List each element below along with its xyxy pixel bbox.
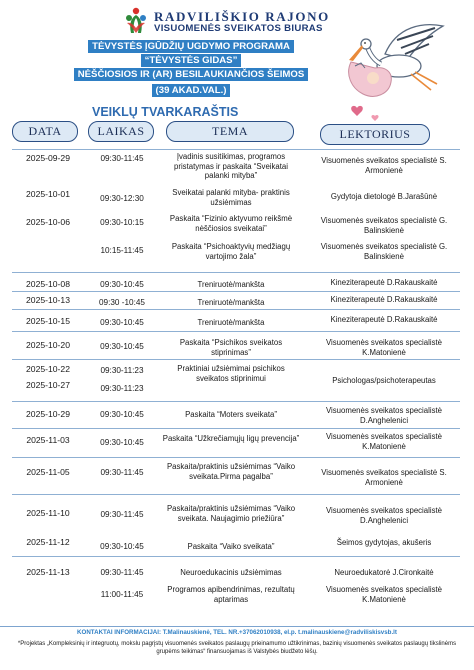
row-date: 2025-10-08: [26, 279, 70, 289]
row-lecturer: Visuomenės sveikatos specialistė S. Armonienė: [321, 156, 447, 175]
row-divider: [12, 457, 460, 458]
row-time: 09:30-10:45: [100, 410, 144, 419]
column-header-time: LAIKAS: [88, 121, 154, 142]
row-time: 09:30-10:15: [100, 218, 144, 227]
row-time: 09:30-10:45: [100, 342, 144, 351]
row-lecturer: Visuomenės sveikatos specialistė D.Anghelenici: [325, 406, 442, 425]
program-name-band: “TĖVYSTĖS GIDAS”: [141, 54, 242, 67]
row-topic: Įvadinis susitikimas, programos pristatymas ir paskaita “Sveikatai palanki mityba”: [174, 152, 288, 181]
row-topic: Neuroedukacinis užsiėmimas: [180, 568, 282, 577]
row-topic: Paskaita “Užkrečiamųjų ligų prevencija”: [162, 434, 300, 443]
row-date: 2025-10-01: [26, 189, 70, 199]
row-topic: Treniruotė/mankšta: [197, 298, 265, 307]
row-time: 09:30-10:45: [100, 280, 144, 289]
row-lecturer: Kineziterapeutė D.Rakauskaitė: [330, 278, 438, 287]
row-lecturer: Neuroedukatorė J.Cironkaitė: [334, 568, 434, 577]
row-lecturer: Visuomenės sveikatos specialistė K.Matonienė: [325, 585, 442, 604]
row-time: 09:30-11:45: [100, 510, 144, 519]
row-time: 09:30-10:45: [100, 542, 144, 551]
program-audience-band: NĖŠČIOSIOS IR (AR) BESILAUKIANČIOS ŠEIMOS: [74, 68, 309, 81]
row-date: 2025-10-06: [26, 217, 70, 227]
row-date: 2025-11-12: [26, 537, 70, 547]
row-divider: [12, 556, 460, 557]
row-lecturer: Šeimos gydytojas, akušeris: [336, 538, 432, 547]
row-divider: [12, 359, 460, 360]
row-topic: Paskaita “Psichikos sveikatos stiprinimas”: [179, 338, 283, 357]
row-divider: [12, 428, 460, 429]
row-date: 2025-11-03: [26, 435, 70, 445]
row-topic: Paskaita “Moters sveikata”: [185, 410, 277, 419]
row-topic: Paskaita “Fizinio aktyvumo reikšmė nėščiosios sveikatai”: [169, 214, 293, 233]
contact-info: KONTAKTAI INFORMACIJAI: T.Malinauskienė, TEL. NR.+37062010938, el.p. t.malinauskiene@radviliskisvsb.lt: [77, 629, 397, 636]
row-date: 2025-09-29: [26, 153, 70, 163]
row-divider: [12, 331, 460, 332]
row-lecturer: Kineziterapeutė D.Rakauskaitė: [330, 295, 438, 304]
organization-logo-icon: [124, 6, 148, 36]
row-date: 2025-11-05: [26, 467, 70, 477]
row-topic: Paskaita/praktinis užsiėmimas “Vaiko sveikata.Pirma pagalba”: [166, 462, 296, 481]
organization-name-line2: VISUOMENĖS SVEIKATOS BIURAS: [154, 23, 323, 34]
row-date: 2025-10-27: [26, 380, 70, 390]
funding-note: *Projektas „Kompleksinių ir integruotų, mokslu pagrįstų visuomenės sveikatos paslaugų prieinamumo užtikrinimas, bazinių visuomenės sveikatos paslaugų tikslinėms grupėms teikimas“ finansuojamas iš Valstybės biudžeto lėšų.: [17, 641, 457, 655]
row-time: 09:30-11:45: [100, 468, 144, 477]
row-lecturer: Gydytoja dietologė B.Jarašūnė: [330, 192, 438, 201]
row-time: 09:30-12:30: [100, 194, 144, 203]
program-hours-band: (39 AKAD.VAL.): [152, 84, 231, 97]
column-header-lecturer: LEKTORIUS: [320, 124, 430, 145]
row-topic: Paskaita “Vaiko sveikata”: [187, 542, 275, 551]
column-header-date: DATA: [12, 121, 78, 142]
row-topic: Paskaita/praktinis užsiėmimas “Vaiko sveikata. Naujagimio priežiūra”: [166, 504, 296, 523]
row-time: 10:15-11:45: [100, 246, 144, 255]
schedule-title: VEIKLŲ TVARKARAŠTIS: [92, 105, 239, 119]
row-time: 09:30-11:45: [100, 154, 144, 163]
row-time: 09:30-11:23: [100, 384, 144, 393]
row-time: 09:30 -10:45: [99, 298, 145, 307]
row-lecturer: Psichologas/psichoterapeutas: [332, 376, 436, 385]
row-divider: [12, 272, 460, 273]
row-time: 09:30-10:45: [100, 438, 144, 447]
row-time: 11:00-11:45: [100, 590, 144, 599]
row-topic: Programos apibendrinimas, rezultatų aptarimas: [167, 585, 295, 604]
row-date: 2025-10-29: [26, 409, 70, 419]
footer-divider: [0, 626, 474, 627]
stork-with-baby-icon: [345, 16, 453, 128]
column-header-topic: TEMA: [166, 121, 294, 142]
row-divider: [12, 494, 460, 495]
row-date: 2025-10-13: [26, 295, 70, 305]
row-divider: [12, 401, 460, 402]
row-topic: Treniruotė/mankšta: [197, 318, 265, 327]
row-topic: Sveikatai palanki mityba- praktinis užsiėmimas: [172, 188, 290, 207]
row-date: 2025-10-22: [26, 364, 70, 374]
row-lecturer: Visuomenės sveikatos specialistė S. Armonienė: [321, 468, 447, 487]
row-lecturer: Visuomenės sveikatos specialistė D.Anghelenici: [325, 506, 442, 525]
row-lecturer: Visuomenės sveikatos specialistė G. Balinskienė: [320, 242, 448, 261]
row-lecturer: Kineziterapeutė D.Rakauskaitė: [330, 315, 438, 324]
row-time: 09:30-10:45: [100, 318, 144, 327]
row-lecturer: Visuomenės sveikatos specialistė G. Balinskienė: [320, 216, 448, 235]
row-divider: [12, 291, 460, 292]
row-date: 2025-10-15: [26, 316, 70, 326]
row-divider: [12, 309, 460, 310]
row-lecturer: Visuomenės sveikatos specialistė K.Matonienė: [325, 338, 442, 357]
row-topic: Praktiniai užsiėmimai psichikos sveikatos stiprinimui: [177, 364, 285, 383]
row-date: 2025-10-20: [26, 340, 70, 350]
row-date: 2025-11-10: [26, 508, 70, 518]
row-date: 2025-11-13: [26, 567, 70, 577]
program-title-band: TĖVYSTĖS ĮGŪDŽIŲ UGDYMO PROGRAMA: [88, 40, 294, 53]
row-topic: Paskaita “Psichoaktyvių medžiagų vartojimo žala”: [171, 242, 291, 261]
row-lecturer: Visuomenės sveikatos specialistė K.Matonienė: [325, 432, 442, 451]
row-topic: Treniruotė/mankšta: [197, 280, 265, 289]
organization-name-line1: RADVILIŠKIO RAJONO: [154, 9, 330, 24]
row-time: 09:30-11:23: [100, 366, 144, 375]
row-time: 09:30-11:45: [100, 568, 144, 577]
row-divider: [12, 149, 460, 150]
